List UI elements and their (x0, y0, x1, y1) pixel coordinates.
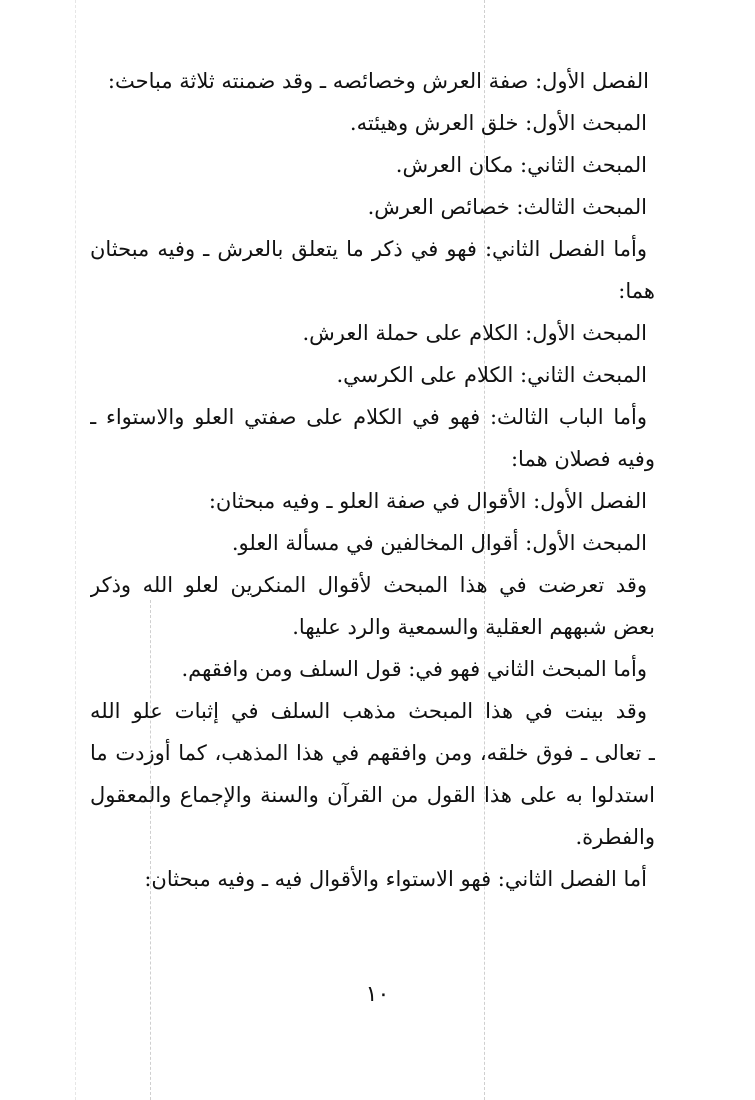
section-line: المبحث الثاني: الكلام على الكرسي. (336, 363, 647, 387)
chapter-heading-line: أما الفصل الثاني: فهو الاستواء والأقوال فيه ـ وفيه مبحثان: (144, 867, 647, 891)
paragraph-line: وقد تعرضت في هذا المبحث لأقوال المنكرين لعلو الله وذكر (90, 573, 647, 597)
document-page (90, 60, 655, 900)
paragraph-line: استدلوا به على هذا القول من القرآن والسنة والإجماع والمعقول (90, 783, 655, 807)
chapter-heading-line: الفصل الأول: صفة العرش وخصائصه ـ وقد ضمنته ثلاثة مباحث: (107, 69, 649, 93)
scan-artifact-line (75, 0, 76, 1100)
paragraph-line: بعض شبههم العقلية والسمعية والرد عليها. (292, 615, 655, 639)
section-line: وأما المبحث الثاني فهو في: قول السلف ومن وافقهم. (181, 657, 647, 681)
paragraph-line: والفطرة. (575, 825, 655, 849)
section-line: المبحث الأول: الكلام على حملة العرش. (302, 321, 647, 345)
section-line: المبحث الثالث: خصائص العرش. (367, 195, 647, 219)
paragraph-line: هما: (618, 279, 655, 303)
paragraph-line: وفيه فصلان هما: (510, 447, 655, 471)
paragraph-line: ـ تعالى ـ فوق خلقه، ومن وافقهم في هذا المذهب، كما أوزدت ما (90, 741, 655, 765)
section-line: المبحث الأول: خلق العرش وهيئته. (349, 111, 647, 135)
chapter-heading-line: الفصل الأول: الأقوال في صفة العلو ـ وفيه مبحثان: (208, 489, 647, 513)
paragraph-line: وأما الباب الثالث: فهو في الكلام على صفتي العلو والاستواء ـ (90, 405, 647, 429)
section-line: المبحث الأول: أقوال المخالفين في مسألة العلو. (231, 531, 647, 555)
paragraph-line: وأما الفصل الثاني: فهو في ذكر ما يتعلق بالعرش ـ وفيه مبحثان (90, 237, 647, 261)
paragraph-line: وقد بينت في هذا المبحث مذهب السلف في إثبات علو الله (90, 699, 647, 723)
section-line: المبحث الثاني: مكان العرش. (395, 153, 647, 177)
page-number: ١٠ (365, 982, 390, 1007)
